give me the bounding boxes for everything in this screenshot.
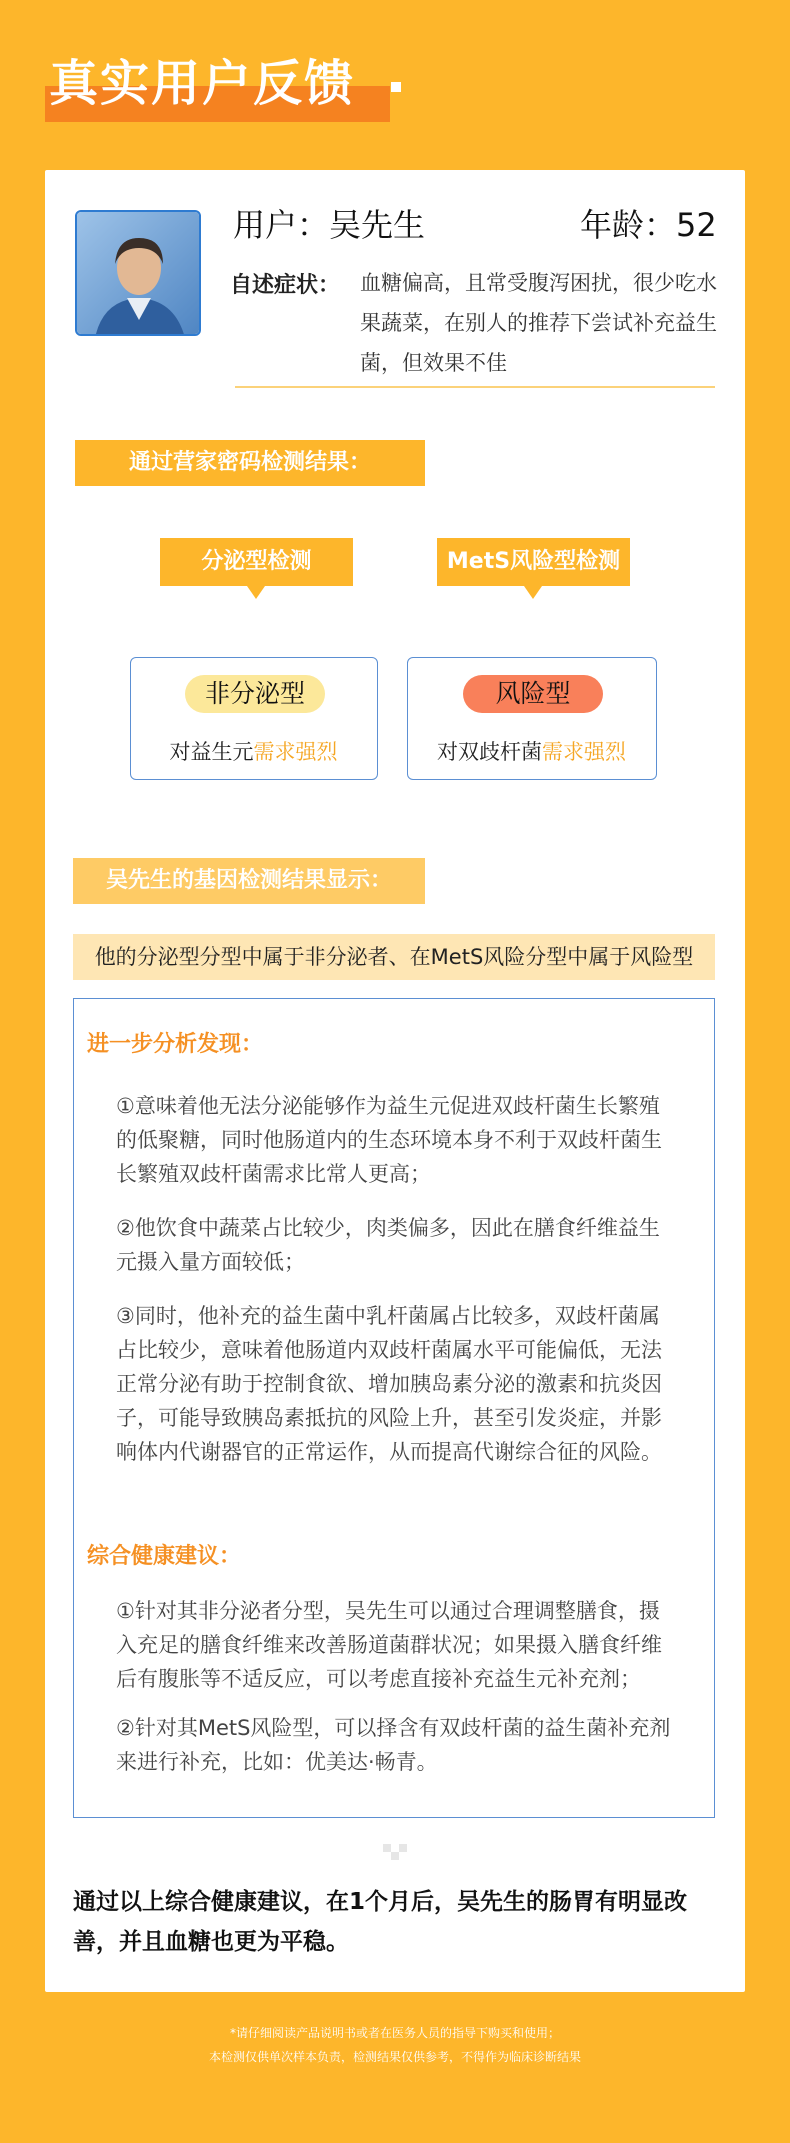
footer-disclaimer-2: 本检测仅供单次样本负责，检测结果仅供参考，不得作为临床诊断结果 <box>208 2050 581 2064</box>
symptom-text: 血糖偏高，且常受腹泻困扰，很少吃水果蔬菜，在别人的推荐下尝试补充益生菌，但效果不佳 <box>360 271 717 375</box>
finding-item: ①意味着他无法分泌能够作为益生元促进双歧杆菌生长繁殖的低聚糖，同时他肠道内的生态环境本身不利于双歧杆菌生长繁殖双歧杆菌需求比常人更高； <box>116 1094 662 1186</box>
advice-item: ①针对其非分泌者分型，吴先生可以通过合理调整膳食，摄入充足的膳食纤维来改善肠道菌群状况；如果摄入膳食纤维后有腹胀等不适反应，可以考虑直接补充益生元补充剂； <box>116 1599 662 1691</box>
finding-item: ②他饮食中蔬菜占比较少，肉类偏多，因此在膳食纤维益生元摄入量方面较低； <box>116 1216 660 1274</box>
secretor-arrow-icon <box>247 586 265 599</box>
divider-pattern-icon <box>383 1844 407 1864</box>
secretor-test-label: 分泌型检测 <box>160 538 353 586</box>
detection-heading: 通过营家密码检测结果： <box>75 440 425 486</box>
divider <box>235 386 715 388</box>
advice-item: ②针对其MetS风险型，可以择含有双歧杆菌的益生菌补充剂来进行补充，比如：优美达·畅青。 <box>116 1716 671 1774</box>
symptom-label: 自述症状： <box>230 273 341 298</box>
mets-result-box <box>407 657 657 780</box>
feedback-card <box>45 170 745 1992</box>
title-dot <box>391 82 401 92</box>
advice-heading: 综合健康建议： <box>87 1544 242 1569</box>
conclusion-text: 通过以上综合健康建议，在1个月后，吴先生的肠胃有明显改善，并且血糖也更为平稳。 <box>73 1889 688 1955</box>
mets-arrow-icon <box>524 586 542 599</box>
page-header <box>45 48 390 124</box>
findings-heading: 进一步分析发现： <box>87 1032 264 1057</box>
mets-result-desc: 对双歧杆菌需求强烈 <box>437 740 626 764</box>
analysis-box <box>73 998 715 1818</box>
mets-test-label: MetS风险型检测 <box>437 538 630 586</box>
user-avatar <box>75 210 201 336</box>
secretor-result-box <box>130 657 378 780</box>
finding-item: ③同时，他补充的益生菌中乳杆菌属占比较多，双歧杆菌属占比较少，意味着他肠道内双歧杆菌属水平可能偏低，无法正常分泌有助于控制食欲、增加胰岛素分泌的激素和抗炎因子，可能导致胰岛素抵抗的风险上升，甚至引发炎症，并影响体内代谢器官的正常运作，从而提高代谢综合征的风险。 <box>116 1304 662 1464</box>
gene-heading: 吴先生的基因检测结果显示： <box>73 858 425 904</box>
page-title: 真实用户反馈 <box>49 55 356 112</box>
footer-disclaimer-1: *请仔细阅读产品说明书或者在医务人员的指导下购买和使用； <box>229 2026 560 2040</box>
gene-summary: 他的分泌型分型中属于非分泌者、在MetS风险分型中属于风险型 <box>73 934 715 980</box>
user-age: 年龄：52 <box>580 206 717 244</box>
user-name: 用户：吴先生 <box>233 206 426 244</box>
secretor-result-pill: 非分泌型 <box>185 675 325 713</box>
secretor-result-desc: 对益生元需求强烈 <box>169 740 338 764</box>
mets-result-pill: 风险型 <box>463 675 603 713</box>
